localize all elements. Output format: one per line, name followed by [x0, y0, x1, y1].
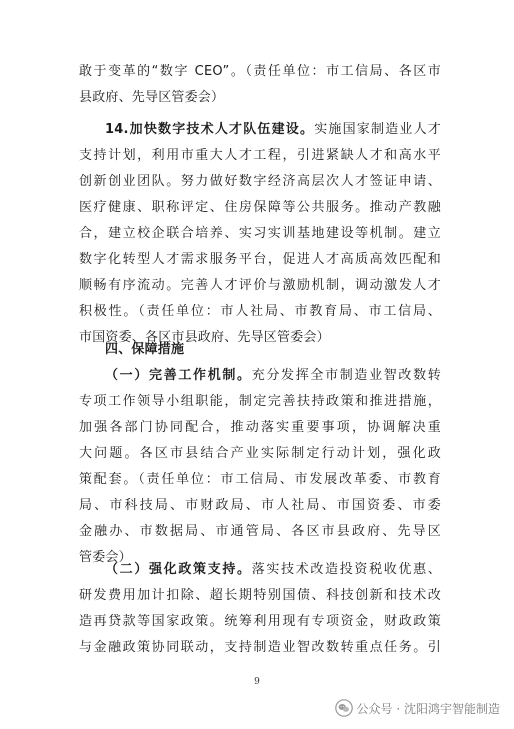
text-line: 金融办、市数据局、市通管局、各区市县政府、先导区	[79, 524, 441, 539]
text-line	[79, 557, 441, 583]
text-line: 顺畅有序流动。完善人才评价与激励机制，调动激发人才	[79, 278, 441, 293]
watermark	[335, 697, 500, 719]
text-line	[79, 363, 441, 389]
paragraph-continuation	[79, 59, 441, 111]
text-run: 落实技术改造投资税收优惠、	[251, 562, 441, 577]
text-line: 敢于变革的“数字 CEO”。（责任单位：市工信局、各区市	[79, 64, 441, 79]
text-line: 局、市科技局、市财政局、市人社局、市国资委、市委	[79, 498, 441, 513]
text-line: 医疗健康、职称评定、住房保障等公共服务。推动产教融	[79, 200, 441, 215]
paragraph-lead: （一）完善工作机制。	[105, 368, 252, 383]
text-run: 充分发挥全市制造业智改数转	[251, 368, 441, 383]
text-line: 数字化转型人才需求服务平台，促进人才高质高效匹配和	[79, 252, 441, 267]
paragraph-lead: 14.加快数字技术人才队伍建设。	[105, 122, 315, 137]
text-line: 市国资委、各区市县政府、先导区管委会）	[79, 330, 330, 345]
text-line: 创新创业团队。努力做好数字经济高层次人才签证申请、	[79, 174, 441, 189]
text-line: 造再贷款等国家政策。统筹利用现有专项资金，财政政策	[79, 614, 441, 629]
paragraph-talent	[79, 117, 441, 351]
text-line: 县政府、先导区管委会）	[79, 90, 225, 105]
page-number: 9	[254, 677, 260, 687]
section-heading: 四、保障措施	[105, 342, 185, 357]
text-line: 大问题。各区市县结合产业实际制定行动计划，强化政	[79, 446, 441, 461]
text-line: 专项工作领导小组职能，制定完善扶持政策和推进措施，	[79, 394, 441, 409]
wechat-official-account-icon	[335, 699, 353, 717]
text-line: 支持计划，利用市重大人才工程，引进紧缺人才和高水平	[79, 148, 441, 163]
text-line: 管委会）	[79, 550, 132, 565]
watermark-text: 公众号 · 沈阳鸿宇智能制造	[356, 701, 500, 716]
section-heading-block	[79, 337, 441, 363]
text-run: 实施国家制造业人才	[314, 122, 441, 137]
text-line: 研发费用加计扣除、超长期特别国债、科技创新和技术改	[79, 588, 441, 603]
paragraph-lead: （二）强化政策支持。	[105, 562, 252, 577]
text-line: 策配套。（责任单位：市工信局、市发展改革委、市教育	[79, 472, 441, 487]
paragraph-policy	[79, 557, 441, 661]
text-line	[79, 117, 441, 143]
paragraph-mechanism	[79, 363, 441, 571]
text-line: 与金融政策协同联动，支持制造业智改数转重点任务。引	[79, 640, 441, 655]
text-line: 加强各部门协同配合，推动落实重要事项，协调解决重	[79, 420, 441, 435]
text-line: 积极性。（责任单位：市人社局、市教育局、市工信局、	[79, 304, 441, 319]
text-line: 合，建立校企联合培养、实习实训基地建设等机制。建立	[79, 226, 441, 241]
